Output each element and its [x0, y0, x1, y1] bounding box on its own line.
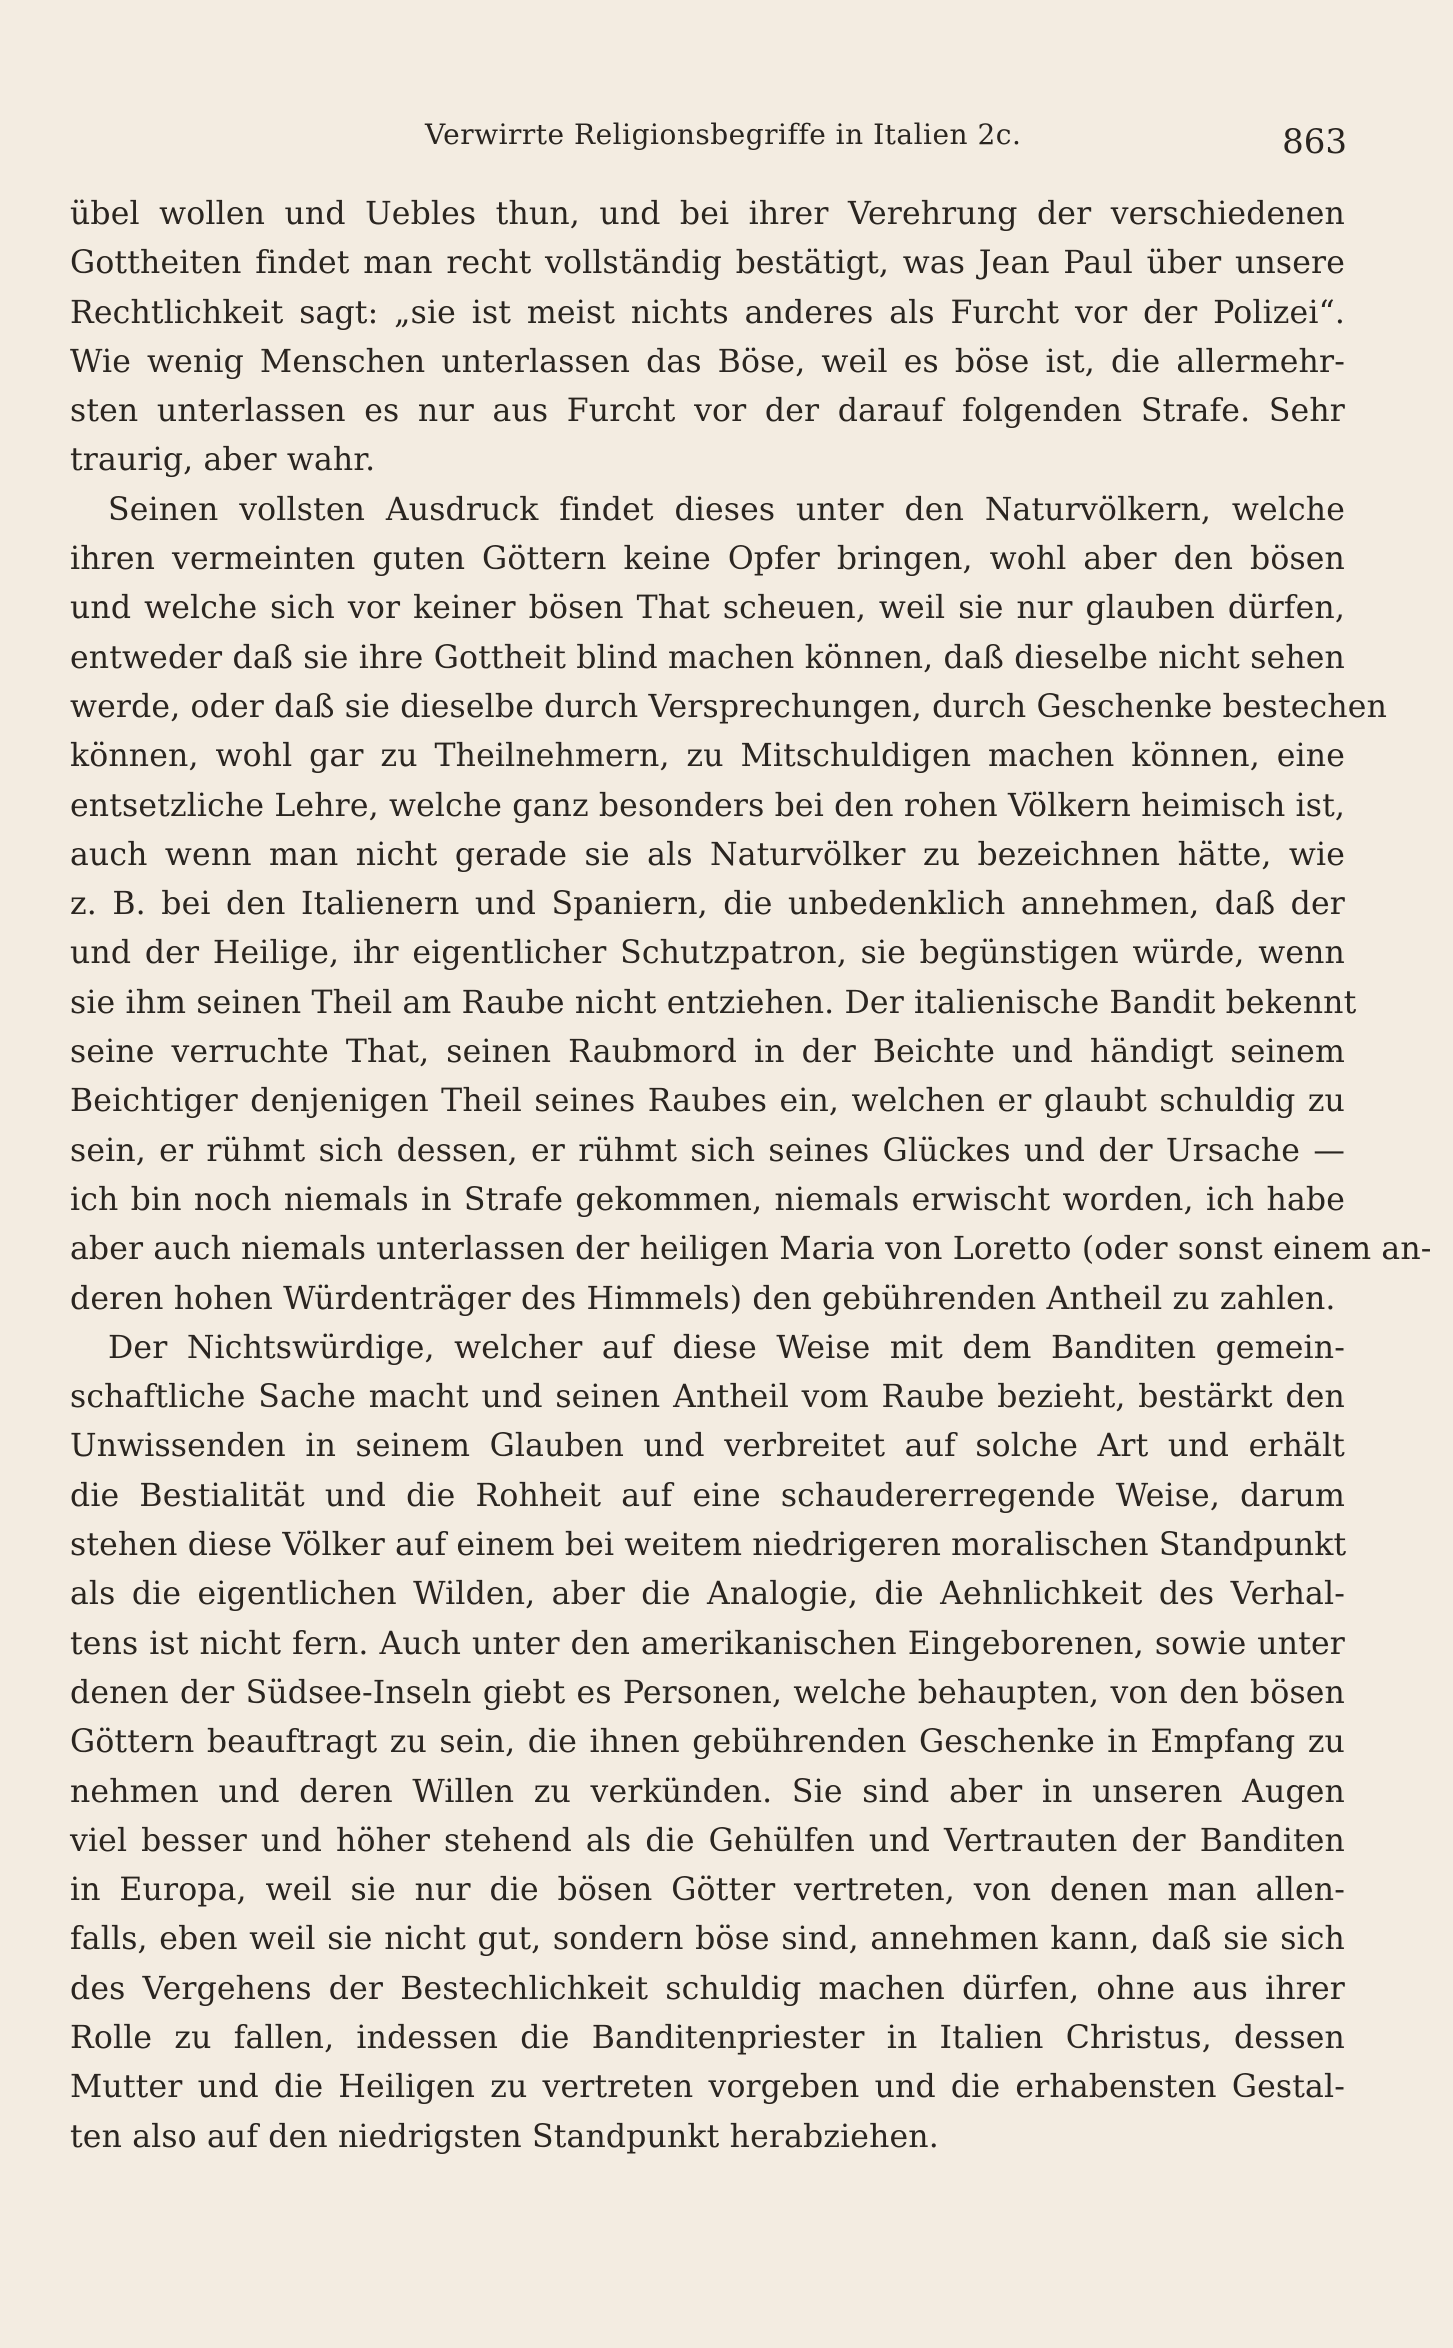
text-line: entsetzliche Lehre, welche ganz besonders bei den rohen Völkern heimisch ist, — [70, 787, 1346, 824]
text-line: schaftliche Sache macht und seinen Antheil vom Raube bezieht, bestärkt den — [70, 1379, 1345, 1416]
text-line: sten unterlassen es nur aus Furcht vor der darauf folgenden Strafe. Sehr — [70, 393, 1345, 430]
text-line: Rolle zu fallen, indessen die Banditenpriester in Italien Christus, dessen — [70, 2019, 1345, 2056]
text-line: seine verruchte That, seinen Raubmord in der Beichte und händigt seinem — [70, 1034, 1345, 1071]
text-line: falls, eben weil sie nicht gut, sondern böse sind, annehmen kann, daß sie sich — [70, 1921, 1345, 1958]
text-line: tens ist nicht fern. Auch unter den amerikanischen Eingeborenen, sowie unter — [70, 1625, 1345, 1662]
text-line: Seinen vollsten Ausdruck findet dieses unter den Naturvölkern, welche — [108, 491, 1345, 528]
text-line: Beichtiger denjenigen Theil seines Raubes ein, welchen er glaubt schuldig zu — [70, 1083, 1345, 1120]
text-line: ten also auf den niedrigsten Standpunkt herabziehen. — [70, 2118, 939, 2155]
text-line: ich bin noch niemals in Strafe gekommen, niemals erwischt worden, ich habe — [70, 1181, 1345, 1218]
text-line: und welche sich vor keiner bösen That scheuen, weil sie nur glauben dürfen, — [70, 590, 1345, 627]
text-line: entweder daß sie ihre Gottheit blind machen können, daß dieselbe nicht sehen — [70, 639, 1345, 676]
text-line: Mutter und die Heiligen zu vertreten vorgeben und die erhabensten Gestal- — [70, 2069, 1345, 2106]
text-line: stehen diese Völker auf einem bei weitem niedrigeren moralischen Standpunkt — [70, 1527, 1347, 1564]
text-line: sie ihm seinen Theil am Raube nicht entziehen. Der italienische Bandit bekennt — [70, 984, 1357, 1021]
text-line: Unwissenden in seinem Glauben und verbreitet auf solche Art und erhält — [70, 1428, 1345, 1465]
text-line: können, wohl gar zu Theilnehmern, zu Mitschuldigen machen können, eine — [70, 738, 1345, 775]
text-line: Göttern beauftragt zu sein, die ihnen gebührenden Geschenke in Empfang zu — [70, 1724, 1345, 1761]
text-line: viel besser und höher stehend als die Gehülfen und Vertrauten der Banditen — [70, 1822, 1345, 1859]
text-line: Der Nichtswürdige, welcher auf diese Weise mit dem Banditen gemein- — [108, 1329, 1345, 1366]
text-line: aber auch niemals unterlassen der heiligen Maria von Loretto (oder sonst einem an- — [70, 1231, 1432, 1268]
text-line: nehmen und deren Willen zu verkünden. Sie sind aber in unseren Augen — [70, 1773, 1345, 1810]
text-line: in Europa, weil sie nur die bösen Götter vertreten, von denen man allen- — [70, 1872, 1345, 1909]
running-head-title: Verwirrte Religionsbegriffe in Italien 2c. — [425, 118, 1022, 151]
running-head — [70, 110, 1355, 162]
page-number: 863 — [1282, 122, 1347, 162]
text-line: und der Heilige, ihr eigentlicher Schutzpatron, sie begünstigen würde, wenn — [70, 935, 1345, 972]
text-line: werde, oder daß sie dieselbe durch Versprechungen, durch Geschenke bestechen — [70, 688, 1388, 725]
text-line: als die eigentlichen Wilden, aber die Analogie, die Aehnlichkeit des Verhal- — [70, 1576, 1345, 1613]
text-line: denen der Südsee-Inseln giebt es Personen, welche behaupten, von den bösen — [70, 1674, 1345, 1711]
body-text — [70, 190, 1432, 2162]
text-line: die Bestialität und die Rohheit auf eine schaudererregende Weise, darum — [70, 1477, 1345, 1514]
text-line: des Vergehens der Bestechlichkeit schuldig machen dürfen, ohne aus ihrer — [70, 1970, 1345, 2007]
text-line: deren hohen Würdenträger des Himmels) den gebührenden Antheil zu zahlen. — [70, 1280, 1336, 1317]
text-line: ihren vermeinten guten Göttern keine Opfer bringen, wohl aber den bösen — [70, 541, 1345, 578]
text-line: auch wenn man nicht gerade sie als Naturvölker zu bezeichnen hätte, wie — [70, 836, 1345, 873]
text-line: übel wollen und Uebles thun, und bei ihrer Verehrung der verschiedenen — [70, 196, 1345, 232]
text-line: Gottheiten findet man recht vollständig bestätigt, was Jean Paul über unsere — [70, 245, 1345, 282]
text-line: Wie wenig Menschen unterlassen das Böse, weil es böse ist, die allermehr- — [70, 343, 1345, 380]
text-line: z. B. bei den Italienern und Spaniern, die unbedenklich annehmen, daß der — [70, 886, 1345, 923]
text-line: traurig, aber wahr. — [70, 442, 376, 479]
text-line: Rechtlichkeit sagt: „sie ist meist nichts anderes als Furcht vor der Polizei“. — [70, 294, 1345, 331]
text-line: sein, er rühmt sich dessen, er rühmt sich seines Glückes und der Ursache — — [70, 1132, 1345, 1169]
